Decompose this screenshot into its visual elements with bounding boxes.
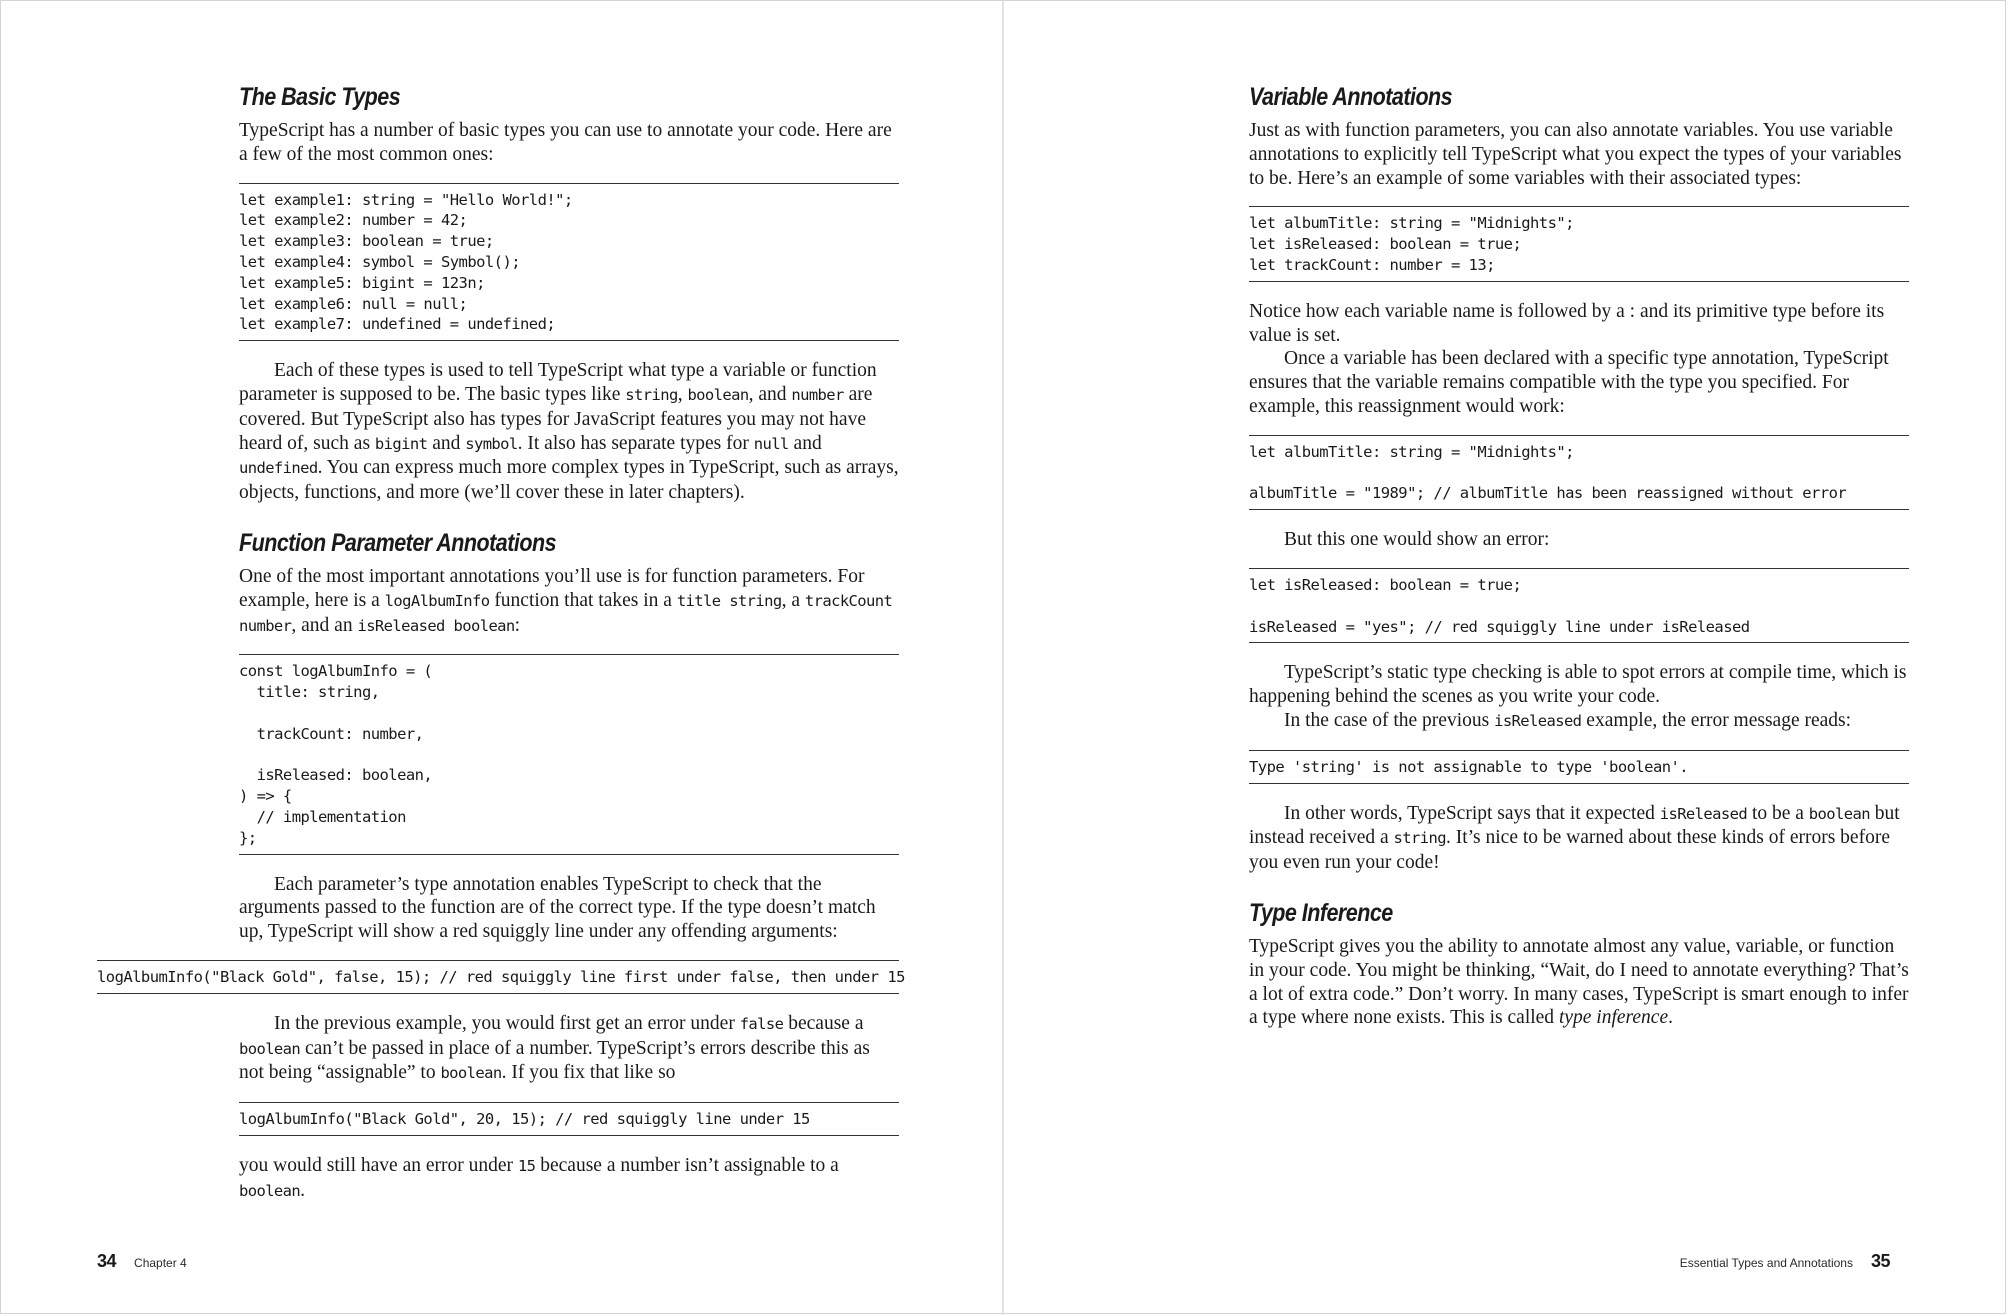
running-head: Chapter 4: [134, 1256, 187, 1270]
code-line: logAlbumInfo("Black Gold", 20, 15); // red squiggly line under 15: [239, 1110, 810, 1129]
text-run: . You can express much more complex types in TypeScript, such as arrays, objects, functions, and more (we’ll cover these in later chapters).: [239, 457, 899, 504]
code-block-basic-types: [239, 183, 899, 342]
code-line: [239, 745, 899, 766]
left-page: [1, 1, 1002, 1315]
inline-code: isReleased: [1659, 804, 1748, 823]
text-run: .: [1668, 1007, 1673, 1029]
right-page: [1004, 1, 2006, 1315]
left-column: [97, 81, 905, 1203]
text-run: . If you fix that like so: [501, 1062, 676, 1084]
text-run: , and: [748, 383, 792, 405]
basic-types-intro: TypeScript has a number of basic types you can use to annotate your code. Here are a few of the most common ones:: [239, 120, 892, 165]
code-line: let example2: number = 42;: [239, 211, 468, 230]
code-line: let isReleased: boolean = true;: [1249, 575, 1522, 594]
inline-code: bigint: [374, 434, 428, 453]
code-line: let isReleased: boolean = true;: [1249, 235, 1522, 254]
variable-annotations-paragraph-2: Once a variable has been declared with a specific type annotation, TypeScript ensures that the variable remains compatible with the type you specified. For example, this reassignment would work:: [1249, 348, 1889, 417]
text-run: to be a: [1747, 802, 1809, 824]
section-heading-function-params: Function Parameter Annotations: [239, 528, 557, 557]
inline-code: title string: [676, 591, 782, 610]
inline-code: boolean: [1808, 804, 1870, 823]
inline-code: boolean: [239, 1181, 301, 1200]
variable-annotations-paragraph-4: TypeScript’s static type checking is able to spot errors at compile time, which is happening behind the scenes as you write your code.: [1249, 662, 1907, 708]
text-run: .: [300, 1179, 305, 1201]
code-block-reassign-error: [1249, 568, 1909, 643]
text-run: but instead received a: [1249, 802, 1900, 849]
code-line: let albumTitle: string = "Midnights";: [1249, 442, 1574, 461]
text-run: :: [514, 614, 521, 636]
code-line: ) => {: [239, 787, 292, 806]
text-run: . It also has separate types for: [517, 432, 754, 454]
code-line: [239, 703, 899, 724]
code-block-reassign-ok: [1249, 435, 1909, 510]
variable-annotations-intro: Just as with function parameters, you can also annotate variables. You use variable annotations to explicitly tell TypeScript what you expect the types of your variables to be. Here’s an example of some variables with their associated types:: [1249, 120, 1902, 189]
section-heading-basic-types: The Basic Types: [239, 83, 401, 111]
section-heading-type-inference: Type Inference: [1249, 898, 1393, 927]
code-line: albumTitle = "1989"; // albumTitle has been reassigned without error: [1249, 484, 1847, 503]
code-line: const logAlbumInfo = (: [239, 662, 433, 681]
code-block-log-album-info: [239, 654, 899, 854]
inline-code: null: [753, 434, 789, 453]
code-line: logAlbumInfo("Black Gold", false, 15); // red squiggly line first under false, then under 15: [97, 967, 905, 986]
inline-code: isReleased boolean: [357, 616, 515, 635]
text-run: ,: [677, 383, 688, 405]
inline-code: 15: [517, 1156, 536, 1175]
code-line: let example3: boolean = true;: [239, 232, 494, 251]
left-page-footer: [97, 1251, 187, 1272]
text-run: and: [427, 432, 466, 454]
code-line: let example6: null = null;: [239, 294, 468, 313]
function-params-paragraph-2: [239, 1012, 899, 1086]
variable-annotations-paragraph-6: [1249, 802, 1909, 875]
basic-types-paragraph: [239, 359, 899, 505]
text-run: and: [788, 432, 822, 454]
code-line: trackCount: number,: [239, 724, 424, 743]
text-run: are covered. But TypeScript also has types for JavaScript features you may not have heard of, such as: [239, 383, 873, 454]
text-run: , a: [781, 589, 805, 611]
code-block-fix-call: [239, 1102, 899, 1136]
text-run: One of the most important annotations you’ll use is for function parameters. For example, here is a: [239, 565, 865, 611]
variable-annotations-paragraph-5: [1249, 709, 1909, 734]
code-line: let example4: symbol = Symbol();: [239, 252, 521, 271]
code-block-wide-call: [97, 960, 905, 994]
variable-annotations-paragraph-3: But this one would show an error:: [1284, 529, 1550, 551]
section-heading-variable-annotations: Variable Annotations: [1249, 83, 1453, 111]
function-params-intro: [239, 565, 899, 638]
code-block-variables: [1249, 206, 1909, 281]
running-head: Essential Types and Annotations: [1679, 1256, 1853, 1270]
inline-code: string: [625, 385, 678, 404]
inline-code: boolean: [440, 1064, 502, 1083]
text-run: , and an: [291, 614, 358, 636]
text-run: function that takes in a: [489, 589, 677, 611]
inline-code: trackCount number: [239, 591, 893, 635]
code-line: title: string,: [239, 683, 380, 702]
function-params-paragraph-3: [239, 1154, 899, 1204]
variable-annotations-paragraph-1: Notice how each variable name is followed by a : and its primitive type before its value is set.: [1249, 300, 1885, 346]
text-run: Each of these types is used to tell TypeScript what type a variable or function parameter is supposed to be. The basic types like: [239, 360, 877, 405]
page-number: 34: [97, 1251, 117, 1271]
code-line: isReleased: boolean,: [239, 766, 433, 785]
inline-code: boolean: [687, 385, 749, 404]
right-page-footer: [1680, 1251, 1890, 1272]
text-run: because a number isn’t assignable to a: [535, 1154, 839, 1176]
code-line: let trackCount: number = 13;: [1249, 255, 1495, 274]
text-run: example, the error message reads:: [1581, 709, 1852, 731]
function-params-paragraph-1: Each parameter’s type annotation enables TypeScript to check that the arguments passed to the function are of the correct type. If the type doesn’t match up, TypeScript will show a red squiggly line under any offending arguments:: [239, 873, 876, 943]
text-run: In other words, TypeScript says that it expected: [1284, 802, 1660, 824]
inline-code: false: [739, 1014, 784, 1033]
right-column: [1249, 81, 1909, 1030]
code-line: let example1: string = "Hello World!";: [239, 190, 573, 209]
code-line: let example5: bigint = 123n;: [239, 273, 485, 292]
text-run: In the previous example, you would first get an error under: [274, 1012, 740, 1034]
text-run: because a: [783, 1012, 864, 1034]
inline-code: isReleased: [1494, 711, 1582, 730]
code-line: Type 'string' is not assignable to type 'boolean'.: [1249, 757, 1689, 776]
code-line: [1249, 463, 1909, 484]
code-line: // implementation: [239, 807, 406, 826]
page-number: 35: [1870, 1251, 1890, 1271]
inline-code: boolean: [239, 1039, 301, 1058]
inline-code: string: [1393, 829, 1446, 848]
type-inference-paragraph: [1249, 935, 1909, 1030]
code-line: [1249, 596, 1909, 617]
emphasis-term: type inference: [1558, 1007, 1669, 1029]
inline-code: undefined: [239, 459, 318, 478]
text-run: . It’s nice to be warned about these kinds of errors before you even run your code!: [1249, 827, 1890, 874]
code-line: let albumTitle: string = "Midnights";: [1249, 214, 1574, 233]
text-run: you would still have an error under: [239, 1154, 518, 1176]
inline-code: logAlbumInfo: [384, 591, 490, 610]
text-run: TypeScript gives you the ability to annotate almost any value, variable, or function in your code. You might be thinking, “Wait, do I need to annotate everything? That’s a lot of extra code.” Don’t worry. In many cases, TypeScript is smart enough to infer a type where none exists. This is called: [1249, 935, 1909, 1029]
text-run: In the case of the previous: [1284, 709, 1495, 731]
code-line: let example7: undefined = undefined;: [239, 315, 556, 334]
code-block-error-message: [1249, 750, 1909, 784]
text-run: can’t be passed in place of a number. TypeScript’s errors describe this as not being “assignable” to: [239, 1037, 870, 1084]
inline-code: number: [791, 385, 844, 404]
code-line: isReleased = "yes"; // red squiggly line under isReleased: [1249, 617, 1750, 636]
inline-code: symbol: [465, 434, 518, 453]
code-line: };: [239, 828, 257, 847]
